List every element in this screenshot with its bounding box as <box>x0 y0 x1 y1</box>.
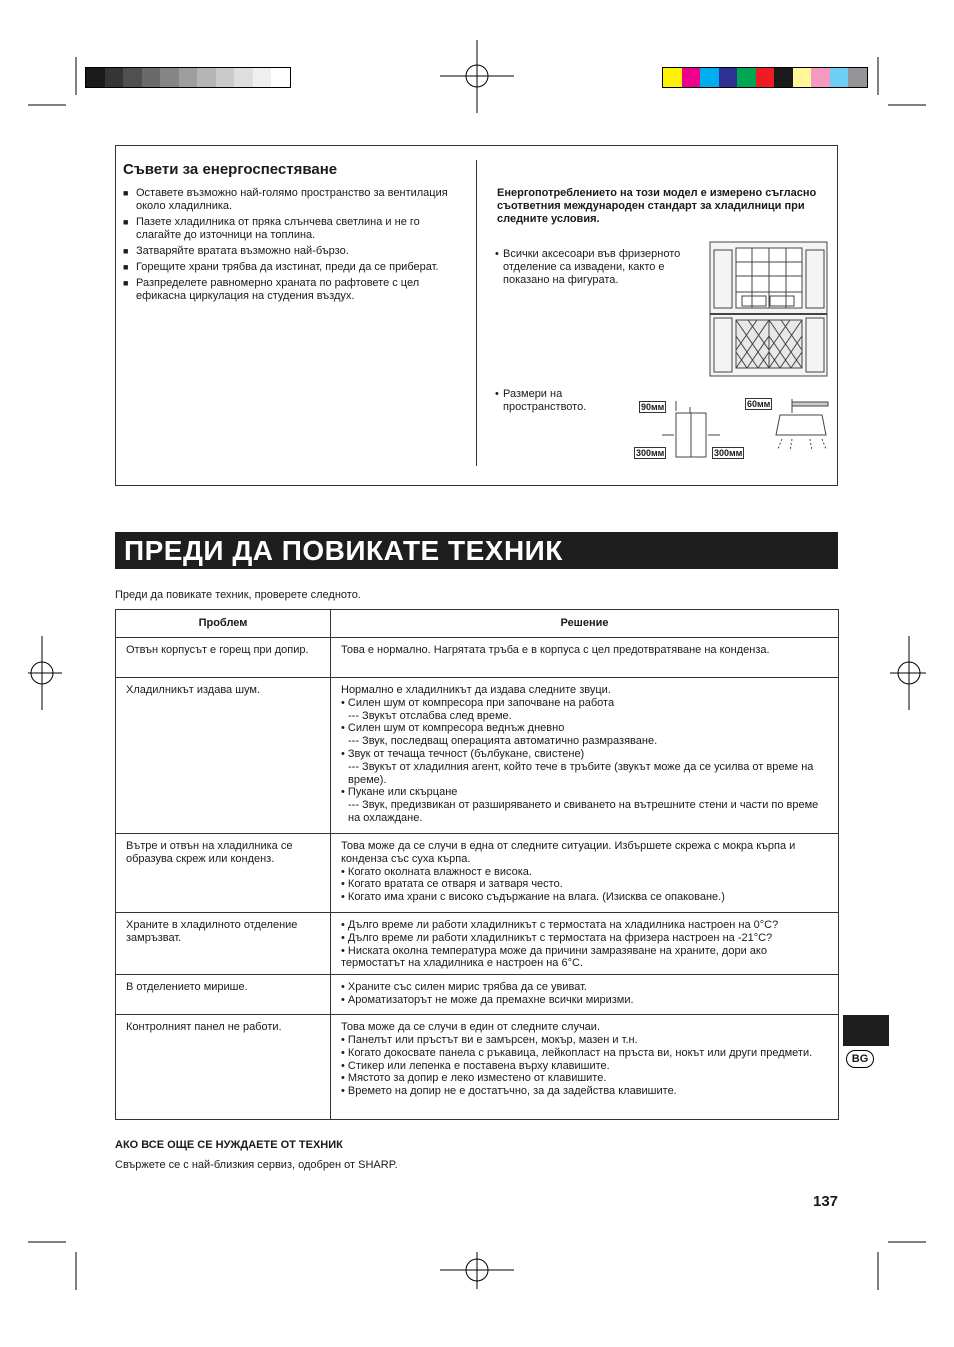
problem-cell: Хладилникът издава шум. <box>116 678 331 834</box>
fridge-interior-illustration <box>708 240 829 378</box>
solution-line: • Панелът или пръстът ви е замърсен, мокър, мазен и т.н. <box>341 1033 638 1046</box>
problem-cell: Контролният панел не работи. <box>116 1015 331 1120</box>
table-row <box>116 638 839 678</box>
solution-line: Това може да се случи в един от следните случаи. <box>341 1021 601 1034</box>
energy-tip: ■ Пазете хладилника от пряка слънчева светлина и не го слагайте до източници на топлина. <box>123 216 463 242</box>
solution-line: • Ниската околна температура може да причини замразяване на храните, дори ако термостатът на хладилника е настроен на 6°C. <box>341 944 767 970</box>
energy-tip: ■ Горещите храни трябва да изстинат, преди да се приберат. <box>123 261 463 274</box>
solution-cell <box>331 975 839 1015</box>
solution-line: • Когато вратата се отваря и затваря често. <box>341 878 563 891</box>
header-problem: Проблем <box>116 610 331 638</box>
after-text: Свържете се с най-близкия сервиз, одобрен от SHARP. <box>115 1159 398 1171</box>
section-tab <box>843 1015 889 1046</box>
solution-line: • Силен шум от компресора веднъж дневно <box>341 722 565 735</box>
solution-line: • Мястото за допир е леко изместено от клавишите. <box>341 1072 607 1085</box>
energy-title: Съвети за енергоспестяване <box>123 161 338 178</box>
dim-top-side-label: 60мм <box>747 399 771 409</box>
solution-cell <box>331 834 839 913</box>
solution-cell <box>331 638 839 678</box>
solution-line: Това може да се случи в една от следните ситуации. Избършете скрежа с мокра кърпа и конденза със суха кърпа. <box>341 840 796 865</box>
condition-item: • Всички аксесоари във фризерното отделение са извадени, както е показано на фигурата. <box>495 248 681 286</box>
solution-line: --- Звук, последващ операцията автоматично размразяване. <box>348 735 658 748</box>
solution-line: • Дълго време ли работи хладилникът с термостата на хладилника настроен на 0°C? <box>341 919 779 931</box>
dim-right-label: 300мм <box>714 448 743 458</box>
solution-line: • Времето на допир не е достатъчно, за да задейства клавишите. <box>341 1085 677 1098</box>
problem-cell: В отделението мирише. <box>116 975 331 1015</box>
table-row <box>116 913 839 975</box>
table-row <box>116 834 839 913</box>
conditions-intro: Енергопотреблението на този модел е измерено съгласно съответния международен стандарт за хладилници при следните условия. <box>497 187 817 225</box>
page-number: 137 <box>813 1193 839 1210</box>
solution-line: • Дълго време ли работи хладилникът с термостата на фризера настроен на -21°C? <box>341 931 773 944</box>
solution-line: • Ароматизаторът не може да премахне всички миризми. <box>341 993 634 1006</box>
solution-line: --- Звук, предизвикан от разширяването и свиването на вътрешните стени и части по време на охлаждане. <box>348 799 819 824</box>
solution-line: • Когато докосвате панела с ръкавица, лейкопласт на пръста ви, нокът или други предмети. <box>341 1046 813 1059</box>
energy-tip: ■ Затваряйте вратата възможно най-бързо. <box>123 245 463 258</box>
table-row <box>116 1015 839 1120</box>
solution-line: --- Звукът отслабва след време. <box>348 709 512 722</box>
solution-line: • Звук от течаща течност (бълбукане, свистене) <box>341 747 585 760</box>
table-row <box>116 678 839 834</box>
energy-tip: ■ Разпределете равномерно храната по рафтовете с цел ефикасна циркулация на студения въздух. <box>123 277 463 303</box>
problem-cell: Отвън корпусът е горещ при допир. <box>116 638 331 678</box>
table-header-row <box>116 610 839 638</box>
problem-cell: Храните в хладилното отделение замръзват. <box>116 913 331 975</box>
energy-divider <box>476 160 477 466</box>
table-row <box>116 975 839 1015</box>
section-intro: Преди да повикате техник, проверете следното. <box>115 589 361 601</box>
solution-line: • Храните със силен мирис трябва да се увиват. <box>341 981 587 994</box>
dim-left-label: 300мм <box>636 448 665 458</box>
solution-cell <box>331 913 839 975</box>
solution-line: Това е нормално. Нагрятата тръба е в корпуса с цел предотвратяване на конденза. <box>341 644 770 656</box>
header-solution: Решение <box>331 610 839 638</box>
solution-line: • Когато има храни с високо съдържание на влага. (Изисква се опаковане.) <box>341 891 725 904</box>
solution-cell <box>331 1015 839 1120</box>
solution-line: • Силен шум от компресора при започване на работа <box>341 696 615 709</box>
problem-cell: Вътре и отвън на хладилника се образува скреж или конденз. <box>116 834 331 913</box>
energy-tips-list <box>123 187 463 306</box>
troubleshooting-table <box>115 609 839 1120</box>
solution-line: • Когато околната влажност е висока. <box>341 865 532 878</box>
section-title: ПРЕДИ ДА ПОВИКАТЕ ТЕХНИК <box>124 535 563 566</box>
solution-line: • Стикер или лепенка е поставена върху клавишите. <box>341 1059 610 1072</box>
table-body <box>116 638 839 1120</box>
solution-line: --- Звукът от хладилния агент, който тече в тръбите (звукът може да се усилва от време на време). <box>348 760 814 786</box>
condition-item: • Размери на пространството. <box>495 388 587 413</box>
language-badge: BG <box>846 1050 874 1068</box>
after-title: АКО ВСЕ ОЩЕ СЕ НУЖДАЕТЕ ОТ ТЕХНИК <box>115 1139 343 1151</box>
energy-tip: ■ Оставете възможно най-голямо пространство за вентилация около хладилника. <box>123 187 463 213</box>
solution-line: Нормално е хладилникът да издава следните звуци. <box>341 684 611 696</box>
dim-top-label: 90мм <box>641 402 665 412</box>
solution-cell <box>331 678 839 834</box>
solution-line: • Пукане или скърцане <box>341 786 458 799</box>
